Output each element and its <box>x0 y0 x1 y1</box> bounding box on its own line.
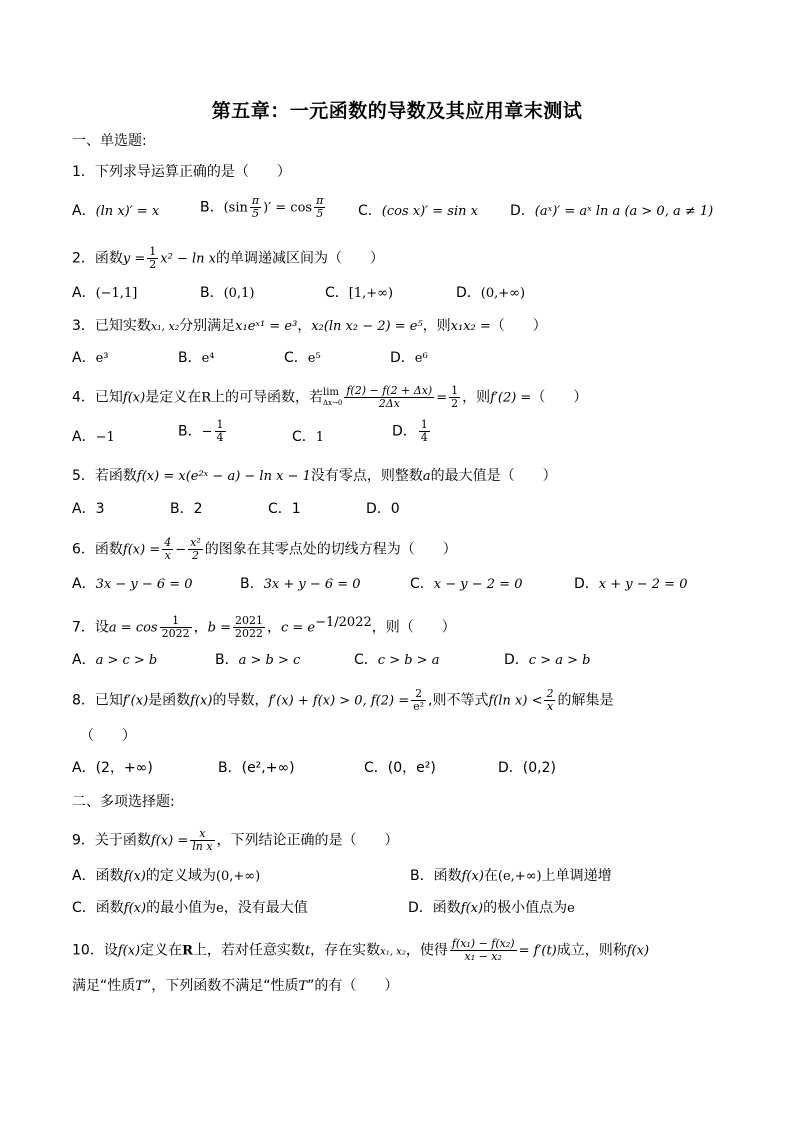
q3-option-c: C．e⁵ <box>284 350 321 366</box>
q2-option-c: C．[1,+∞) <box>325 285 394 301</box>
q4-option-c: C．1 <box>292 429 325 445</box>
q10-stem-line1: 10．设f(x)定义在R上，若对任意实数t，存在实数x₁, x₂，使得 $\frac{\text{f(x₁) − f(x₂)}}{\text{x₁ − x₂}}$ = f′(t)成立，则称f(x) <box>72 937 650 963</box>
q5-option-c: C．1 <box>268 501 301 517</box>
q2-option-d: D．(0,+∞) <box>456 285 526 301</box>
q9-option-a: A．函数f(x)的定义域为(0,+∞) <box>72 868 261 884</box>
q7-option-c: C．c > b > a <box>354 652 440 668</box>
q5-option-d: D．0 <box>366 501 400 517</box>
q1-option-d: D．(aˣ)′ = aˣ ln a (a > 0, a ≠ 1) <box>510 203 714 219</box>
q8-option-d: D．(0,2) <box>498 760 556 776</box>
q6-option-d: D．x + y − 2 = 0 <box>574 576 688 592</box>
q10-stem-line2: 满足“性质T”，下列函数不满足“性质T”的有（ ） <box>72 978 399 994</box>
q2-stem: 2．函数y = $\frac{1}{2}$ x² − ln x的单调递减区间为（ ） <box>72 245 384 271</box>
q2-option-b: B．(0,1) <box>200 285 255 301</box>
q8-option-a: A．(2，+∞) <box>72 760 153 776</box>
q1-option-b: B．(sin $\frac{\pi}{5}$ )′ = cos $\frac{\pi}{5}$ <box>200 194 324 220</box>
q9-stem: 9．关于函数f(x) = $\frac{x}{\text{ln x}}$ ，下列结论正确的是（ ） <box>72 827 399 853</box>
q1-option-a: A．(ln x)′ = x <box>72 203 160 219</box>
q3-option-d: D．e⁶ <box>390 350 428 366</box>
q8-option-c: C．(0，e²) <box>364 760 436 776</box>
q8-option-b: B．(e²,+∞) <box>218 760 295 776</box>
q3-option-a: A．e³ <box>72 350 109 366</box>
section-multi-choice: 二、多项选择题: <box>72 794 175 810</box>
q9-option-c: C．函数f(x)的最小值为e，没有最大值 <box>72 900 308 916</box>
q3-stem: 3．已知实数x₁, x₂分别满足x₁eˣ¹ = e³，x₂(ln x₂ − 2) = e⁵，则x₁x₂ =（ ） <box>72 318 547 334</box>
q5-stem: 5．若函数f(x) = x(e²ˣ − a) − ln x − 1没有零点，则整数a的最大值是（ ） <box>72 468 557 484</box>
q5-option-b: B．2 <box>170 501 203 517</box>
q8-paren: （ ） <box>80 728 136 744</box>
q4-stem: 4．已知f(x)是定义在R上的可导函数，若 lim Δx→0 $\frac{f(2) - f(2 + \Delta x)}{2\Delta x}$ = $\frac{1}{2}$ ，则f′(2) =（ ） <box>72 384 588 410</box>
q6-option-a: A．3x − y − 6 = 0 <box>72 576 193 592</box>
q5-option-a: A．3 <box>72 501 105 517</box>
q6-option-c: C．x − y − 2 = 0 <box>410 576 523 592</box>
q4-option-a: A．−1 <box>72 429 115 445</box>
q7-option-a: A．a > c > b <box>72 652 158 668</box>
q8-stem: 8．已知f′(x)是函数f(x)的导数，f′(x) + f(x) > 0, f(2) = $\frac{2}{\text{e²}}$ ,则不等式f(ln x) < $\frac{2}{x}$ 的解集是 <box>72 687 614 713</box>
page-title: 第五章：一元函数的导数及其应用章末测试 <box>211 100 583 122</box>
q6-stem: 6．函数f(x) = $\frac{4}{x}$ − $\frac{\text{x²}}{2}$ 的图象在其零点处的切线方程为（ ） <box>72 536 457 562</box>
section-single-choice: 一、单选题: <box>72 133 147 149</box>
q7-option-d: D．c > a > b <box>504 652 591 668</box>
q9-option-d: D．函数f(x)的极小值点为e <box>408 900 575 916</box>
q3-option-b: B．e⁴ <box>178 350 215 366</box>
q9-option-b: B．函数f(x)在(e,+∞)上单调递增 <box>410 868 612 884</box>
q6-option-b: B．3x + y − 6 = 0 <box>240 576 361 592</box>
q7-option-b: B．a > b > c <box>215 652 301 668</box>
q1-option-c: C．(cos x)′ = sin x <box>358 203 478 219</box>
q4-option-d: D． $\frac{1}{4}$ <box>392 418 428 444</box>
q4-option-b: B．− $\frac{1}{4}$ <box>178 418 224 444</box>
q2-option-a: A．(−1,1] <box>72 285 138 301</box>
q7-stem: 7．设a = cos $\frac{1}{2022}$ ，b = $\frac{2021}{2022}$ ，$c = e^{-1/2022}$，则（ ） <box>72 614 456 641</box>
q1-stem: 1．下列求导运算正确的是（ ） <box>72 164 291 180</box>
